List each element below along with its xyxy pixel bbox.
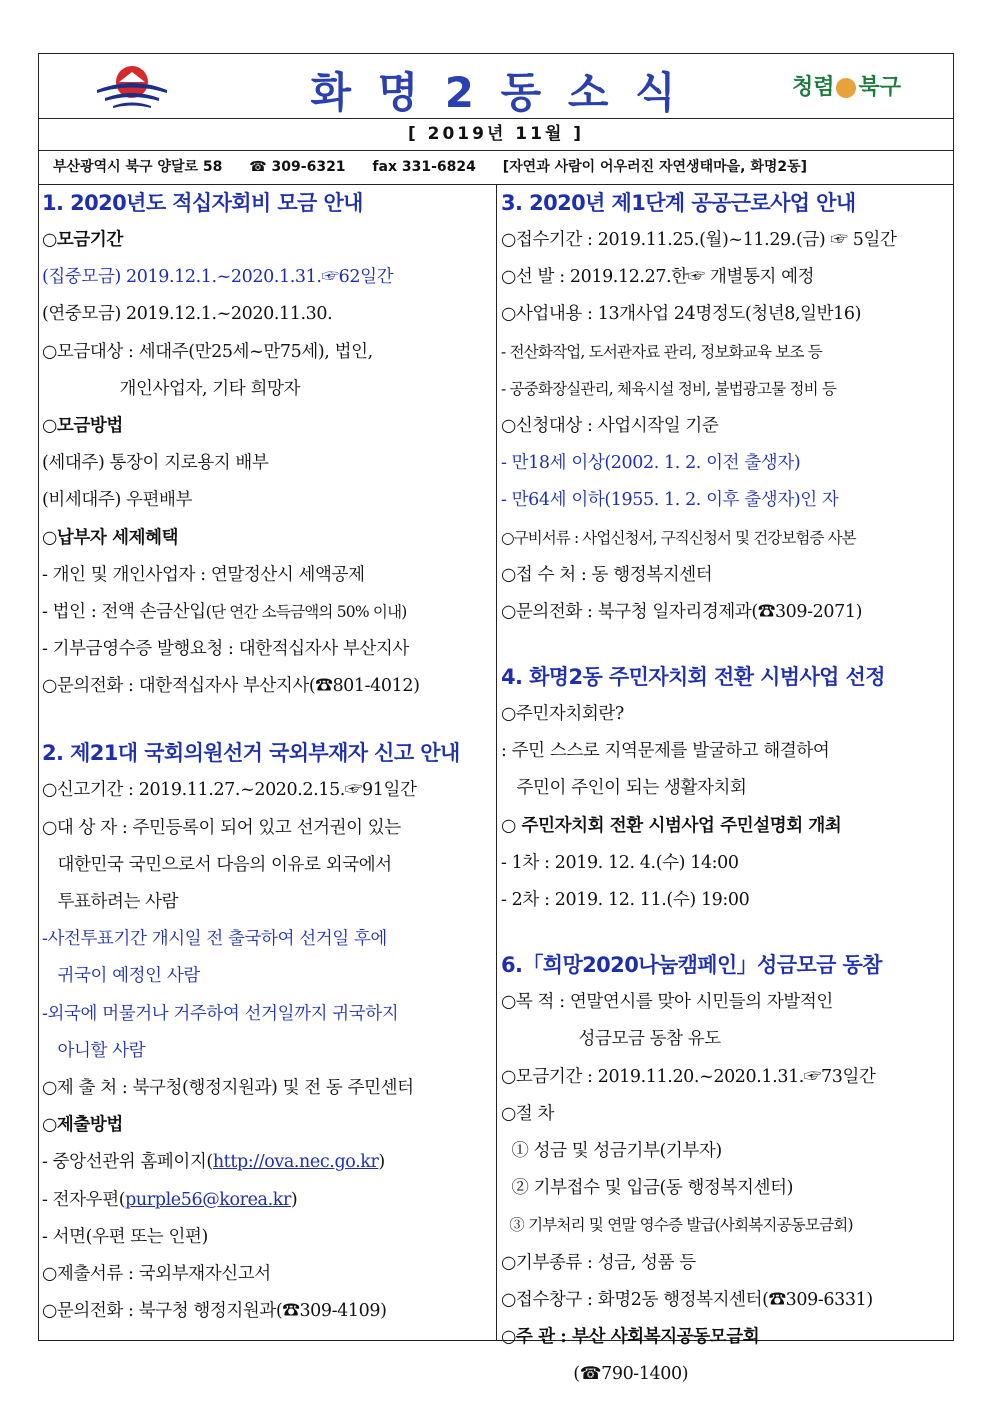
s2-line: ○신고기간 : 2019.11.27.~2020.2.15.☞91일간 [42,780,417,801]
s4-line: : 주민 스스로 지역문제를 발굴하고 해결하여 [501,741,830,762]
section-4-title: 4. 화명2동 주민자치회 전환 시범사업 선정 [501,665,885,690]
s6-line: ③ 기부처리 및 연말 영수증 발급(사회복지공동모금회) [501,1216,853,1235]
s3-line: - 만64세 이하(1955. 1. 2. 이후 출생자)인 자 [501,490,839,511]
s6-line: ○절 차 [501,1103,555,1124]
s2-text: - 중앙선관위 홈페이지( [42,1152,213,1173]
newsletter-header [39,54,953,119]
s2-line: - 서면(우편 또는 인편) [42,1226,208,1247]
clean-bukgu-logo: 청렴 북구 [791,75,901,100]
s3-line: ○접수기간 : 2019.11.25.(월)~11.29.(금) ☞ 5일간 [501,230,897,250]
s2-line [42,1144,496,1181]
s2-line [42,1182,496,1219]
address: 부산광역시 북구 양달로 58 [53,159,223,175]
s2-line: ○대 상 자 : 주민등록이 되어 있고 선거권이 있는 [42,817,401,838]
s2-line: ○제출방법 [42,1115,123,1136]
s6-line: ② 기부접수 및 입금(동 행정복지센터) [501,1178,794,1199]
s3-line: ○신청대상 : 사업시작일 기준 [501,415,719,436]
s1-line: ○모금대상 : 세대주(만25세~만75세), 법인, [42,341,373,362]
issue-date: [ 2019년 11월 ] [39,119,953,151]
s4-line: ○ 주민자치회 전환 시범사업 주민설명회 개최 [501,815,842,836]
s6-line: ① 성금 및 성금기부(기부자) [501,1140,722,1161]
section-2-title: 2. 제21대 국회의원선거 국외부재자 신고 안내 [42,741,460,766]
s3-line: ○문의전화 : 북구청 일자리경제과(☎309-2071) [501,601,863,622]
s1-line: - 기부금영수증 발행요청 : 대한적십자사 부산지사 [42,639,409,660]
s6-line: ○접수창구 : 화명2동 행정복지센터(☎309-6331) [501,1289,873,1310]
s4-line: 주민이 주인이 되는 생활자치회 [501,778,747,799]
s1-line: (집중모금) 2019.12.1.~2020.1.31.☞62일간 [42,267,394,288]
s2-line: -사전투표기간 개시일 전 출국하여 선거일 후에 [42,929,387,950]
s1-text: - 법인 : 전액 손금산입 [42,601,206,622]
s6-line: 성금모금 동참 유도 [501,1029,721,1050]
s2-text: ) [290,1189,298,1210]
s3-line: - 만18세 이상(2002. 1. 2. 이전 출생자) [501,453,801,474]
s3-line: - 공중화장실관리, 체육시설 정비, 불법광고물 정비 등 [501,379,837,398]
s4-line: - 2차 : 2019. 12. 11.(수) 19:00 [501,890,750,910]
s1-line: - 개인 및 개인사업자 : 연말정산시 세액공제 [42,564,365,585]
s2-line: 대한민국 국민으로서 다음의 이유로 외국에서 [42,854,392,875]
right-column [497,185,953,1385]
s1-line: ○모금방법 [42,415,123,436]
s3-line: ○사업내용 : 13개사업 24명정도(청년8,일반16) [501,304,862,325]
s1-line [42,594,496,631]
s2-line: -외국에 머물거나 거주하여 선거일까지 귀국하지 [42,1003,399,1024]
s4-line: ○주민자치회란? [501,704,624,725]
s6-line: (☎790-1400) [501,1364,689,1385]
s6-line: ○목 적 : 연말연시를 맞아 시민들의 자발적인 [501,992,833,1013]
s6-line: ○주 관 : 부산 사회복지공동모금회 [501,1326,760,1347]
s1-line: (연중모금) 2019.12.1.~2020.11.30. [42,304,333,325]
s1-line: ○문의전화 : 대한적십자사 부산지사(☎801-4012) [42,676,420,697]
nec-homepage-link[interactable]: http://ova.nec.go.kr [212,1152,379,1173]
s1-note: (단 연간 소득금액의 50% 이내) [205,602,407,621]
s3-line: ○접 수 처 : 동 행정복지센터 [501,564,713,585]
address-bar [39,151,953,185]
s1-line: ○납부자 세제혜택 [42,527,179,548]
section-1-title: 1. 2020년도 적십자회비 모금 안내 [42,191,363,215]
s1-line: 개인사업자, 기타 희망자 [42,378,300,399]
fax: fax 331-6824 [372,159,476,175]
left-column [39,185,497,1340]
spacer [42,705,496,735]
email-link[interactable]: purple56@korea.kr [125,1189,291,1210]
s1-line: ○모금기간 [42,230,123,250]
s3-line: ○선 발 : 2019.12.27.한☞ 개별통지 예정 [501,267,815,288]
spacer [501,919,953,947]
s2-line: ○제출서류 : 국외부재자신고서 [42,1263,271,1284]
s3-line: ○구비서류 : 사업신청서, 구직신청서 및 건강보험증 사본 [501,528,856,547]
slogan: [자연과 사람이 어우러진 자연생태마을, 화명2동] [502,159,808,175]
s2-line: ○문의전화 : 북구청 행정지원과(☎309-4109) [42,1301,387,1322]
sun-icon [836,78,856,98]
s1-line: (비세대주) 우편배부 [42,490,193,511]
section-3-title: 3. 2020년 제1단계 공공근로사업 안내 [501,191,856,215]
s1-line: (세대주) 통장이 지로용지 배부 [42,453,269,474]
s6-line: ○기부종류 : 성금, 성품 등 [501,1252,696,1273]
phone: ☎ 309-6321 [249,159,346,175]
newsletter-title: 화 명 2 동 소 식 [310,68,682,117]
spacer [501,631,953,659]
s2-line: 귀국이 예정인 사람 [42,966,200,987]
s3-line: - 전산화작업, 도서관자료 관리, 정보화교육 보조 등 [501,342,822,361]
s2-text: ) [378,1152,385,1173]
s2-line: 아니할 사람 [42,1040,146,1061]
s4-line: - 1차 : 2019. 12. 4.(수) 14:00 [501,852,739,873]
section-6-title: 6.「희망2020나눔캠페인」성금모금 동참 [501,953,882,978]
s2-line: ○제 출 처 : 북구청(행정지원과) 및 전 동 주민센터 [42,1077,414,1098]
s2-line: 투표하려는 사람 [42,892,179,912]
s2-text: - 전자우편( [42,1189,126,1210]
newsletter-frame [38,53,954,1385]
s6-line: ○모금기간 : 2019.11.20.~2020.1.31.☞73일간 [501,1066,876,1087]
